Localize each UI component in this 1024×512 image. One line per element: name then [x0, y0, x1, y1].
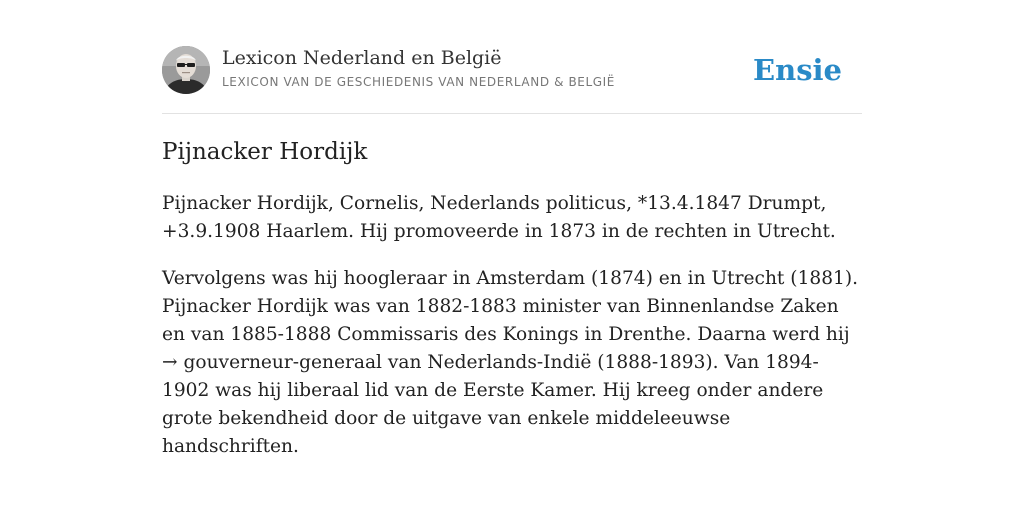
site-header [162, 46, 862, 96]
person-portrait-icon [162, 46, 210, 94]
entry-body [162, 190, 862, 480]
site-subtitle: LEXICON VAN DE GESCHIEDENIS VAN NEDERLAND & BELGIË [222, 75, 615, 89]
entry-title: Pijnacker Hordijk [162, 139, 368, 165]
page [162, 0, 862, 512]
brand-logo[interactable]: Ensie [753, 53, 842, 87]
avatar[interactable] [162, 46, 210, 94]
entry-paragraph-2: Vervolgens was hij hoogleraar in Amsterdam (1874) en in Utrecht (1881). Pijnacker Hordijk was van 1882-1883 minister van Binnenlandse Zaken en van 1885-1888 Commissaris des Konings in Drenthe. Daarna werd hij → gouverneur-generaal van Nederlands-Indië (1888-1893). Van 1894-1902 was hij liberaal lid van de Eerste Kamer. Hij kreeg onder andere grote bekendheid door de uitgave van enkele middeleeuwse handschriften. [162, 268, 859, 457]
entry-paragraph-1: Pijnacker Hordijk, Cornelis, Nederlands politicus, *13.4.1847 Drumpt, +3.9.1908 Haarlem. Hij promoveerde in 1873 in de rechten in Utrecht. [162, 193, 836, 242]
site-title[interactable]: Lexicon Nederland en België [222, 47, 502, 69]
header-divider [162, 113, 862, 114]
